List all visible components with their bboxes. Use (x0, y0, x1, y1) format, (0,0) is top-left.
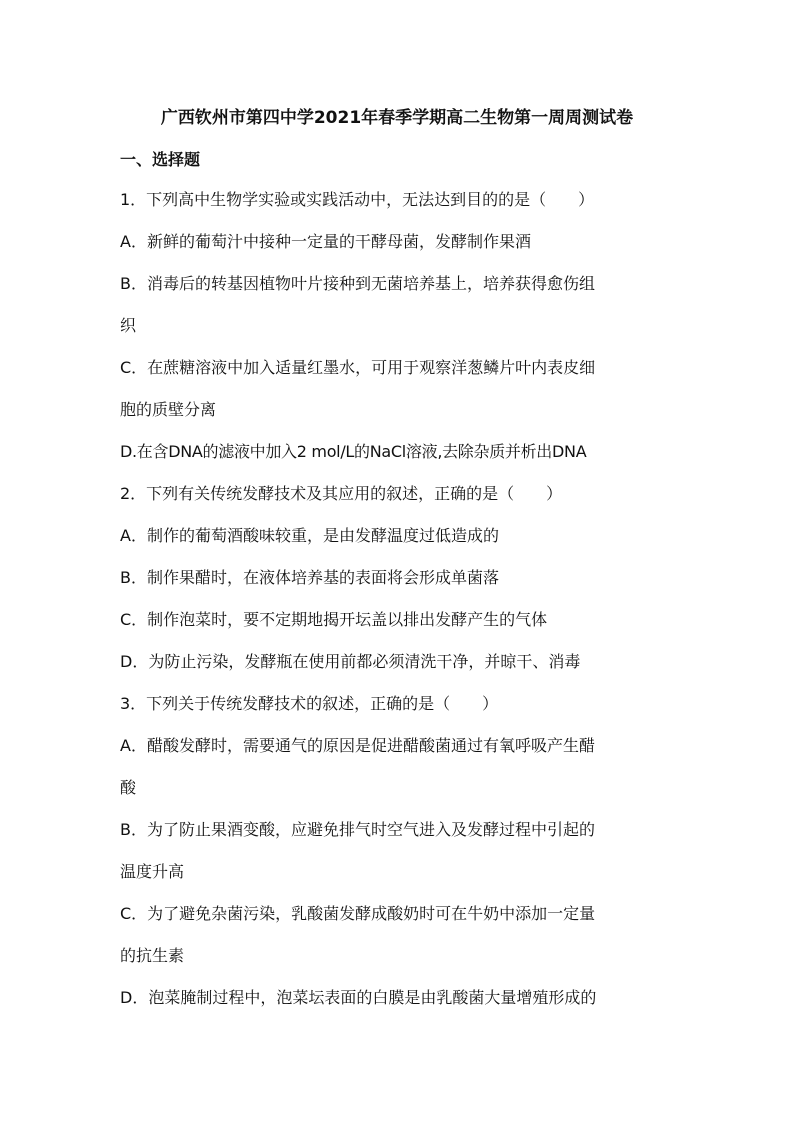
question-1-stem: 1．下列高中生物学实验或实践活动中，无法达到目的的是（ ） (120, 190, 595, 209)
question-1-option-b: B．消毒后的转基因植物叶片接种到无菌培养基上，培养获得愈伤组 (120, 274, 595, 293)
question-2-option-a: A．制作的葡萄酒酸味较重，是由发酵温度过低造成的 (120, 526, 499, 545)
question-1-option-d: D.在含DNA的滤液中加入2 mol/L的NaCl溶液,去除杂质并析出DNA (120, 442, 587, 461)
question-2-option-c: C．制作泡菜时，要不定期地揭开坛盖以排出发酵产生的气体 (120, 610, 548, 629)
page-title: 广西钦州市第四中学2021年春季学期高二生物第一周周测试卷 (160, 108, 634, 128)
question-1-option-b-cont: 织 (120, 316, 137, 335)
question-3-option-c: C．为了避免杂菌污染，乳酸菌发酵成酸奶时可在牛奶中添加一定量 (120, 904, 596, 923)
question-3-option-a: A．醋酸发酵时，需要通气的原因是促进醋酸菌通过有氧呼吸产生醋 (120, 736, 595, 755)
question-3-option-a-cont: 酸 (120, 778, 137, 797)
question-2-option-d: D．为防止污染，发酵瓶在使用前都必须清洗干净，并晾干、消毒 (120, 652, 581, 671)
question-2-stem: 2．下列有关传统发酵技术及其应用的叙述，正确的是（ ） (120, 484, 563, 503)
question-1-option-c-cont: 胞的质壁分离 (120, 400, 217, 419)
question-3-option-b-cont: 温度升高 (120, 862, 185, 881)
question-1-option-c: C．在蔗糖溶液中加入适量红墨水，可用于观察洋葱鳞片叶内表皮细 (120, 358, 596, 377)
question-3-option-c-cont: 的抗生素 (120, 946, 185, 965)
question-3-stem: 3．下列关于传统发酵技术的叙述，正确的是（ ） (120, 694, 499, 713)
section-heading: 一、选择题 (120, 150, 201, 169)
question-3-option-b: B．为了防止果酒变酸，应避免排气时空气进入及发酵过程中引起的 (120, 820, 595, 839)
question-1-option-a: A．新鲜的葡萄汁中接种一定量的干酵母菌，发酵制作果酒 (120, 232, 531, 251)
question-2-option-b: B．制作果醋时，在液体培养基的表面将会形成单菌落 (120, 568, 499, 587)
question-3-option-d: D．泡菜腌制过程中，泡菜坛表面的白膜是由乳酸菌大量增殖形成的 (120, 988, 597, 1007)
